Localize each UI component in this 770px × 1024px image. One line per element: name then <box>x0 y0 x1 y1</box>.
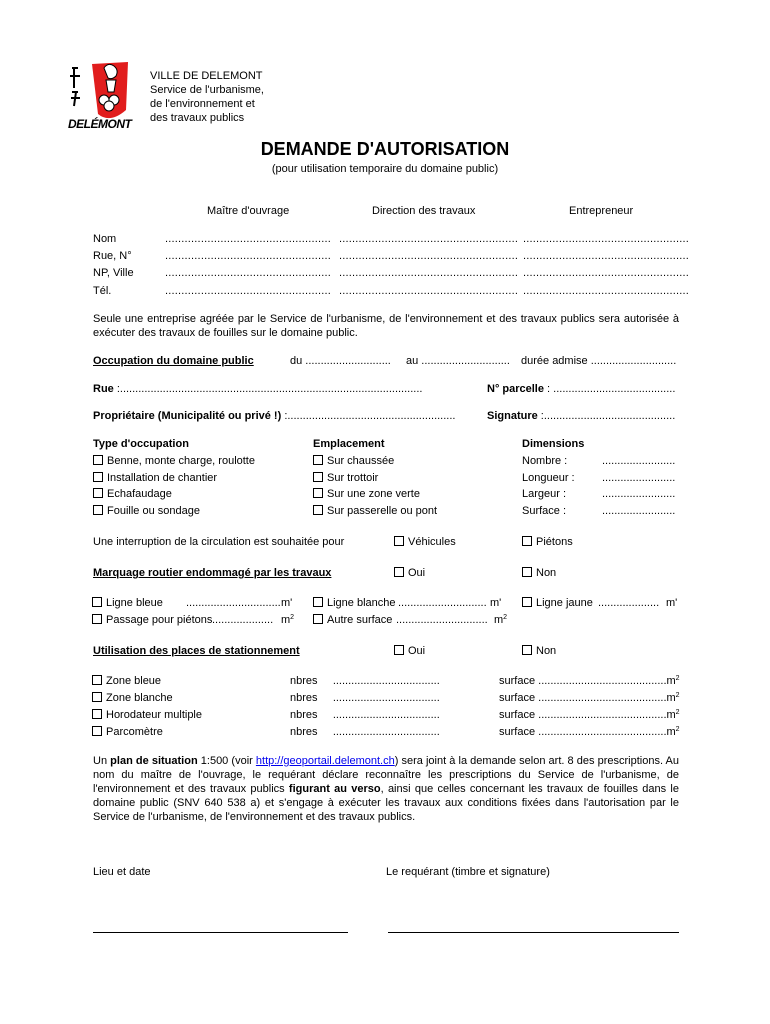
surface-row-3[interactable] <box>499 709 680 721</box>
emplacement-option-label: Sur passerelle ou pont <box>327 505 438 517</box>
dimension-label-longueur: Longueur : <box>522 472 575 484</box>
surface-label: surface <box>499 675 536 687</box>
emplacement-option-label: Sur chaussée <box>327 455 395 467</box>
checkbox-icon[interactable] <box>313 488 323 498</box>
org-line-2: Service de l'urbanisme, <box>150 84 264 96</box>
surface-unit: m <box>666 726 676 738</box>
ligne-bleue-unit: m' <box>281 597 293 609</box>
stationnement-item-label: Zone blanche <box>106 692 173 704</box>
stationnement-parcometre[interactable] <box>92 726 163 738</box>
checkbox-icon[interactable] <box>92 675 102 685</box>
emplacement-option-label: Sur une zone verte <box>327 488 420 500</box>
logo-wordmark: DELÉMONT <box>68 117 132 131</box>
requerant-label: Le requérant (timbre et signature) <box>386 866 550 878</box>
np-maitre-field[interactable]: ................................................... <box>165 267 332 279</box>
dimensions-heading: Dimensions <box>522 438 585 450</box>
tel-direction-field[interactable]: ....................................................... <box>339 285 519 297</box>
nbres-row-3[interactable] <box>290 709 440 721</box>
rue-direction-field[interactable]: ....................................................... <box>339 250 519 262</box>
rue-label: Rue <box>93 383 114 395</box>
stationnement-item-label: Horodateur multiple <box>106 709 202 721</box>
nbres-field[interactable]: ................................... <box>332 726 440 738</box>
type-option-label: Echafaudage <box>107 488 172 500</box>
checkbox-icon[interactable] <box>394 645 404 655</box>
marquage-option-label: Non <box>536 567 557 579</box>
rue-field[interactable]: :................................................................................................... <box>113 383 423 395</box>
nom-entrepreneur-field[interactable]: ................................................... <box>523 233 690 245</box>
col-header-maitre: Maître d'ouvrage <box>207 205 290 217</box>
nom-direction-field[interactable]: ....................................................... <box>339 233 519 245</box>
occupation-duree-field[interactable]: durée admise ............................ <box>521 355 677 367</box>
surface-label: surface <box>499 726 536 738</box>
checkbox-icon[interactable] <box>93 488 103 498</box>
type-option-label: Benne, monte charge, roulotte <box>107 455 255 467</box>
nbres-label: nbres <box>290 709 318 721</box>
type-option-label: Installation de chantier <box>107 472 218 484</box>
checkbox-icon[interactable] <box>93 455 103 465</box>
stationnement-label: Utilisation des places de stationnement <box>93 645 300 657</box>
marquage-option-label: Oui <box>408 567 426 579</box>
checkbox-icon[interactable] <box>313 614 323 624</box>
stationnement-zone-blanche[interactable] <box>92 692 173 704</box>
nbres-field[interactable]: ................................... <box>332 709 440 721</box>
stationnement-zone-bleue[interactable] <box>92 675 161 687</box>
passage-unit-m: m <box>281 614 291 626</box>
type-occupation-heading: Type d'occupation <box>93 438 189 450</box>
surface-label: surface <box>499 709 536 721</box>
checkbox-icon[interactable] <box>522 567 532 577</box>
rue-line <box>93 383 422 395</box>
checkbox-icon[interactable] <box>522 645 532 655</box>
occupation-au-field[interactable]: au ............................. <box>406 355 510 367</box>
parcelle-field[interactable]: : ........................................ <box>543 383 676 395</box>
emplacement-option-chaussee[interactable] <box>313 455 394 467</box>
np-entrepreneur-field[interactable]: ................................................... <box>523 267 690 279</box>
checkbox-icon[interactable] <box>522 597 532 607</box>
row-label-nom: Nom <box>93 233 117 245</box>
signature-field[interactable]: :........................................... <box>537 410 676 422</box>
parcelle-label: N° parcelle <box>487 383 544 395</box>
autre-field[interactable]: .............................. <box>396 614 488 626</box>
emplacement-option-trottoir[interactable] <box>313 472 378 484</box>
ligne-blanche-label: Ligne blanche <box>327 597 396 609</box>
circulation-text: Une interruption de la circulation est souhaitée pour <box>93 536 345 548</box>
surface-unit-sup: 2 <box>675 692 680 699</box>
plan-text-4: , ainsi que celles concernant les travaux de fouilles dans le domaine public (SNV 640 538 a) et s'engage à exécuter les travaux aux conditions fixées dans l'autorisation par le Service de l'urbanisme, de l'environnement et des travaux publics. <box>93 783 679 823</box>
checkbox-icon[interactable] <box>313 597 323 607</box>
surface-row-2[interactable] <box>499 692 680 704</box>
marquage-ligne-blanche[interactable] <box>313 597 396 609</box>
surface-unit: m <box>666 709 676 721</box>
dimension-nombre-field[interactable]: ........................ <box>602 455 676 467</box>
nbres-label: nbres <box>290 726 318 738</box>
emplacement-option-zone-verte[interactable] <box>313 488 420 500</box>
marquage-option-oui[interactable] <box>394 567 425 579</box>
dimension-largeur-field[interactable]: ........................ <box>602 488 676 500</box>
checkbox-icon[interactable] <box>92 709 102 719</box>
stationnement-option-label: Non <box>536 645 557 657</box>
col-header-direction: Direction des travaux <box>372 205 476 217</box>
intro-paragraph: Seule une entreprise agréée par le Service de l'urbanisme, de l'environnement et des travaux publics sera autorisée à exécuter des travaux de fouilles sur le domaine public. <box>93 313 679 339</box>
ligne-jaune-label: Ligne jaune <box>536 597 593 609</box>
ligne-jaune-unit: m' <box>666 597 678 609</box>
surface-unit-sup: 2 <box>675 709 680 716</box>
stationnement-item-label: Zone bleue <box>106 675 162 687</box>
stationnement-item-label: Parcomètre <box>106 726 163 738</box>
parcelle-line <box>487 383 675 395</box>
emplacement-option-passerelle[interactable] <box>313 505 437 517</box>
autre-label: Autre surface <box>327 614 393 626</box>
rue-maitre-field[interactable]: ................................................... <box>165 250 332 262</box>
tel-entrepreneur-field[interactable]: ................................................... <box>523 285 690 297</box>
checkbox-icon[interactable] <box>92 597 102 607</box>
np-direction-field[interactable]: ....................................................... <box>339 267 519 279</box>
checkbox-icon[interactable] <box>93 472 103 482</box>
checkbox-icon[interactable] <box>93 505 103 515</box>
passage-label: Passage pour piétons <box>106 614 213 626</box>
occupation-du-field[interactable]: du ............................ <box>290 355 391 367</box>
surface-field[interactable]: .......................................... <box>538 692 667 704</box>
circulation-option-label: Piétons <box>536 536 573 548</box>
autre-unit-sup: 2 <box>503 614 508 621</box>
type-option-benne[interactable] <box>93 455 255 467</box>
checkbox-icon[interactable] <box>313 505 323 515</box>
nbres-row-4[interactable] <box>290 726 440 738</box>
surface-field[interactable]: .......................................... <box>538 675 667 687</box>
autre-unit-m: m <box>494 614 504 626</box>
nbres-label: nbres <box>290 675 318 687</box>
marquage-label: Marquage routier endommagé par les travaux <box>93 567 332 579</box>
checkbox-icon[interactable] <box>92 614 102 624</box>
plan-text-1: Un <box>93 755 111 767</box>
marquage-autre[interactable] <box>313 614 392 626</box>
signature-label: Signature <box>487 410 538 422</box>
org-line-3: de l'environnement et <box>150 98 255 110</box>
page-title: DEMANDE D'AUTORISATION <box>260 139 510 159</box>
type-option-label: Fouille ou sondage <box>107 505 200 517</box>
plan-text-2: 1:500 (voir <box>197 755 256 767</box>
circulation-option-vehicules[interactable] <box>394 536 456 548</box>
col-header-entrepreneur: Entrepreneur <box>569 205 634 217</box>
nbres-label: nbres <box>290 692 318 704</box>
page-subtitle: (pour utilisation temporaire du domaine public) <box>271 163 499 175</box>
surface-field[interactable]: .......................................... <box>538 709 667 721</box>
nbres-row-1[interactable] <box>290 675 440 687</box>
checkbox-icon[interactable] <box>394 567 404 577</box>
plan-text-bold-1: plan de situation <box>110 755 198 767</box>
passage-unit-sup: 2 <box>290 614 295 621</box>
surface-row-1[interactable] <box>499 675 680 687</box>
dimension-label-nombre: Nombre : <box>522 455 568 467</box>
proprietaire-label: Propriétaire (Municipalité ou privé !) <box>93 410 282 422</box>
passage-field[interactable]: .................... <box>212 614 274 626</box>
stationnement-horodateur[interactable] <box>92 709 202 721</box>
ligne-bleue-field[interactable]: ............................... <box>186 597 281 609</box>
nbres-field[interactable]: ................................... <box>332 692 440 704</box>
row-label-np-ville: NP, Ville <box>93 267 134 279</box>
surface-unit: m <box>666 675 676 687</box>
nbres-row-2[interactable] <box>290 692 440 704</box>
row-label-rue: Rue, N° <box>93 250 132 262</box>
lieu-date-signature-line[interactable] <box>93 932 348 933</box>
surface-unit-sup: 2 <box>675 726 680 733</box>
stationnement-option-non[interactable] <box>522 645 556 657</box>
org-line-4: des travaux publics <box>150 112 245 124</box>
autre-unit <box>494 614 507 626</box>
marquage-option-non[interactable] <box>522 567 556 579</box>
proprietaire-field[interactable]: :....................................................... <box>281 410 456 422</box>
checkbox-icon[interactable] <box>92 726 102 736</box>
passage-unit <box>281 614 294 626</box>
checkbox-icon[interactable] <box>522 536 532 546</box>
emplacement-heading: Emplacement <box>313 438 385 450</box>
ligne-jaune-field[interactable]: .................... <box>598 597 660 609</box>
requerant-signature-line[interactable] <box>388 932 679 933</box>
row-label-tel: Tél. <box>93 285 112 297</box>
marquage-ligne-jaune[interactable] <box>522 597 593 609</box>
plan-paragraph <box>93 754 679 824</box>
surface-field[interactable]: .......................................... <box>538 726 667 738</box>
geoportail-link[interactable]: http://geoportail.delemont.ch <box>255 755 395 767</box>
circulation-option-pietons[interactable] <box>522 536 573 548</box>
dimension-longueur-field[interactable]: ........................ <box>602 472 676 484</box>
dimension-label-surface: Surface : <box>522 505 567 517</box>
stationnement-option-oui[interactable] <box>394 645 425 657</box>
surface-label: surface <box>499 692 536 704</box>
nom-maitre-field[interactable]: ................................................... <box>165 233 332 245</box>
surface-unit-sup: 2 <box>675 675 680 682</box>
dimension-label-largeur: Largeur : <box>522 488 567 500</box>
checkbox-icon[interactable] <box>92 692 102 702</box>
type-option-installation[interactable] <box>93 472 217 484</box>
lieu-date-label: Lieu et date <box>93 866 151 878</box>
signature-line <box>487 410 675 422</box>
plan-text-bold-2: figurant au verso <box>288 783 381 795</box>
ligne-bleue-label: Ligne bleue <box>106 597 163 609</box>
nbres-field[interactable]: ................................... <box>332 675 440 687</box>
type-option-echafaudage[interactable] <box>93 488 172 500</box>
emplacement-option-label: Sur trottoir <box>327 472 379 484</box>
plan-text-3: ) sera joint à la demande selon art. 8 des prescriptions. Au nom du maître de l'ouvrage, le requérant déclare reconnaître les prescriptions du Service de l'urbanisme, de l'environnement et des travaux publics <box>93 755 679 795</box>
type-option-fouille[interactable] <box>93 505 200 517</box>
checkbox-icon[interactable] <box>313 472 323 482</box>
proprietaire-line <box>93 410 455 422</box>
rue-entrepreneur-field[interactable]: ................................................... <box>523 250 690 262</box>
occupation-label: Occupation du domaine public <box>93 355 254 367</box>
ligne-blanche-unit: m' <box>490 597 502 609</box>
ligne-blanche-field[interactable]: ............................. <box>398 597 487 609</box>
checkbox-icon[interactable] <box>313 455 323 465</box>
tel-maitre-field[interactable]: ................................................... <box>165 285 332 297</box>
stationnement-option-label: Oui <box>408 645 426 657</box>
marquage-ligne-bleue[interactable] <box>92 597 163 609</box>
org-line-1: VILLE DE DELEMONT <box>150 70 263 82</box>
surface-unit: m <box>666 692 676 704</box>
dimension-surface-field[interactable]: ........................ <box>602 505 676 517</box>
surface-row-4[interactable] <box>499 726 680 738</box>
marquage-passage[interactable] <box>92 614 212 626</box>
checkbox-icon[interactable] <box>394 536 404 546</box>
circulation-option-label: Véhicules <box>408 536 456 548</box>
